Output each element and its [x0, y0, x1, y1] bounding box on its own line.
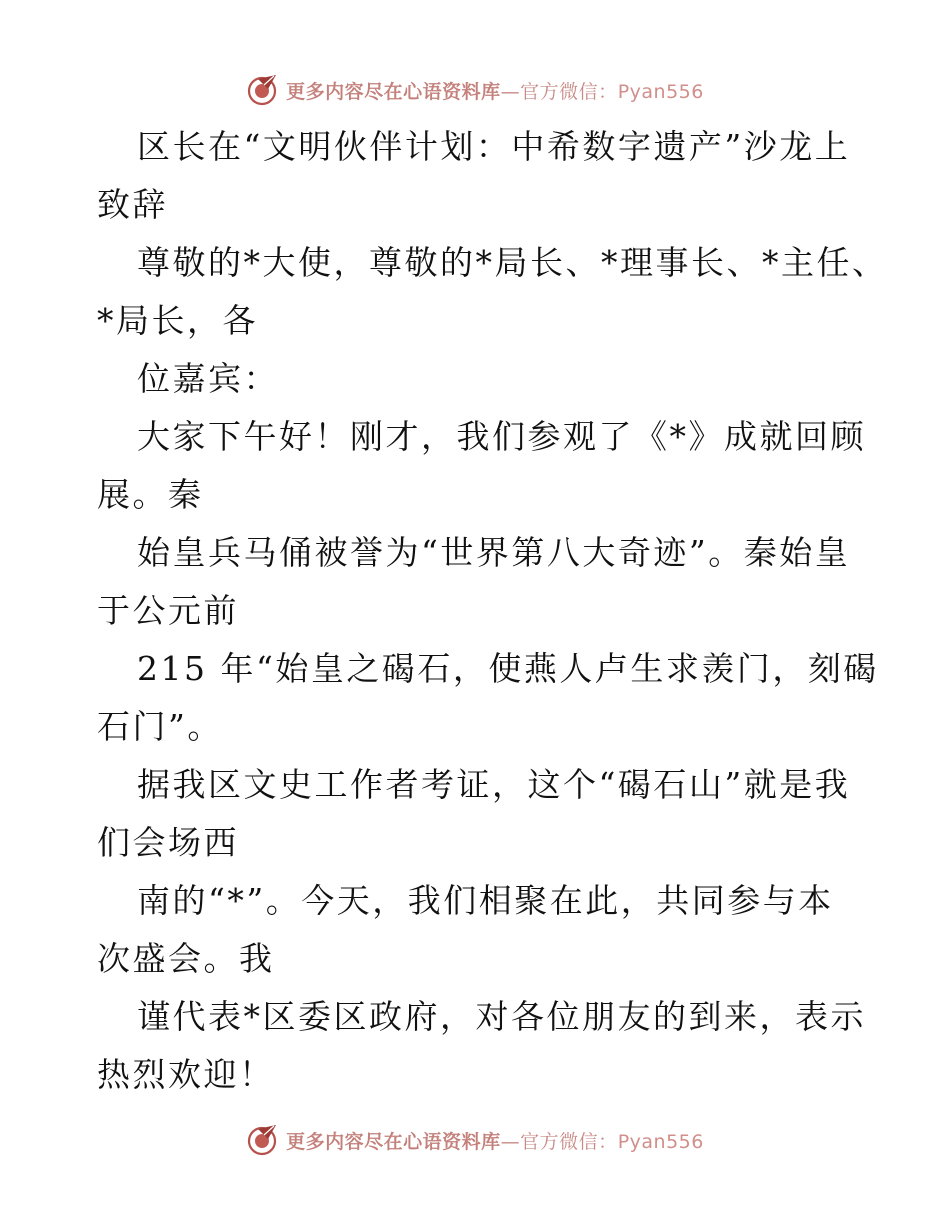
- watermark-label: 官方微信：: [520, 80, 618, 103]
- footer-watermark: [0, 1120, 950, 1160]
- pen-logo-icon: [246, 1123, 280, 1157]
- paragraph: [97, 756, 857, 872]
- watermark-main: 更多内容尽在心语资料库: [286, 80, 501, 103]
- watermark-separator: —: [500, 1130, 521, 1153]
- paragraph-continuation: 们会场西: [97, 823, 239, 862]
- paragraph-continuation: 石门”。: [97, 707, 223, 746]
- paragraph-first-line: 215 年“始皇之碣石，使燕人卢生求羡门，刻碣: [137, 649, 879, 688]
- paragraph-continuation: 致辞: [97, 185, 168, 224]
- watermark-wechat-id: Pyan556: [617, 80, 704, 103]
- document-body: [97, 118, 888, 1104]
- paragraph: [97, 350, 857, 408]
- paragraph-first-line: 位嘉宾：: [137, 359, 279, 398]
- watermark-label: 官方微信：: [520, 1130, 618, 1153]
- paragraph-first-line: 谨代表*区委区政府，对各位朋友的到来，表示: [137, 997, 866, 1036]
- watermark-separator: —: [500, 80, 521, 103]
- paragraph-first-line: 区长在“文明伙伴计划：中希数字遗产”沙龙上: [137, 127, 851, 166]
- paragraph-continuation: 展。秦: [97, 475, 204, 514]
- paragraph: [97, 988, 866, 1104]
- paragraph-continuation: 于公元前: [97, 591, 239, 630]
- watermark-main: 更多内容尽在心语资料库: [286, 1130, 501, 1153]
- pen-logo-icon: [246, 73, 280, 107]
- paragraph-first-line: 尊敬的*大使，尊敬的*局长、*理事长、*主任、: [137, 243, 888, 282]
- paragraph-continuation: *局长，各: [97, 301, 258, 340]
- paragraph-first-line: 大家下午好！刚才，我们参观了《*》成就回顾: [137, 417, 866, 456]
- paragraph: [97, 524, 857, 640]
- paragraph: [97, 872, 857, 988]
- header-watermark: [0, 70, 950, 110]
- paragraph: [97, 234, 888, 350]
- paragraph-continuation: 次盛会。我: [97, 939, 275, 978]
- paragraph: [97, 640, 879, 756]
- watermark-wechat-id: Pyan556: [617, 1130, 704, 1153]
- paragraph: [97, 408, 866, 524]
- paragraph: [97, 118, 857, 234]
- paragraph-continuation: 热烈欢迎！: [97, 1055, 275, 1094]
- watermark-text: [286, 1127, 704, 1154]
- watermark-text: [286, 77, 704, 104]
- paragraph-first-line: 南的“*”。今天，我们相聚在此，共同参与本: [137, 881, 834, 920]
- paragraph-first-line: 始皇兵马俑被誉为“世界第八大奇迹”。秦始皇: [137, 533, 851, 572]
- paragraph-first-line: 据我区文史工作者考证，这个“碣石山”就是我: [137, 765, 851, 804]
